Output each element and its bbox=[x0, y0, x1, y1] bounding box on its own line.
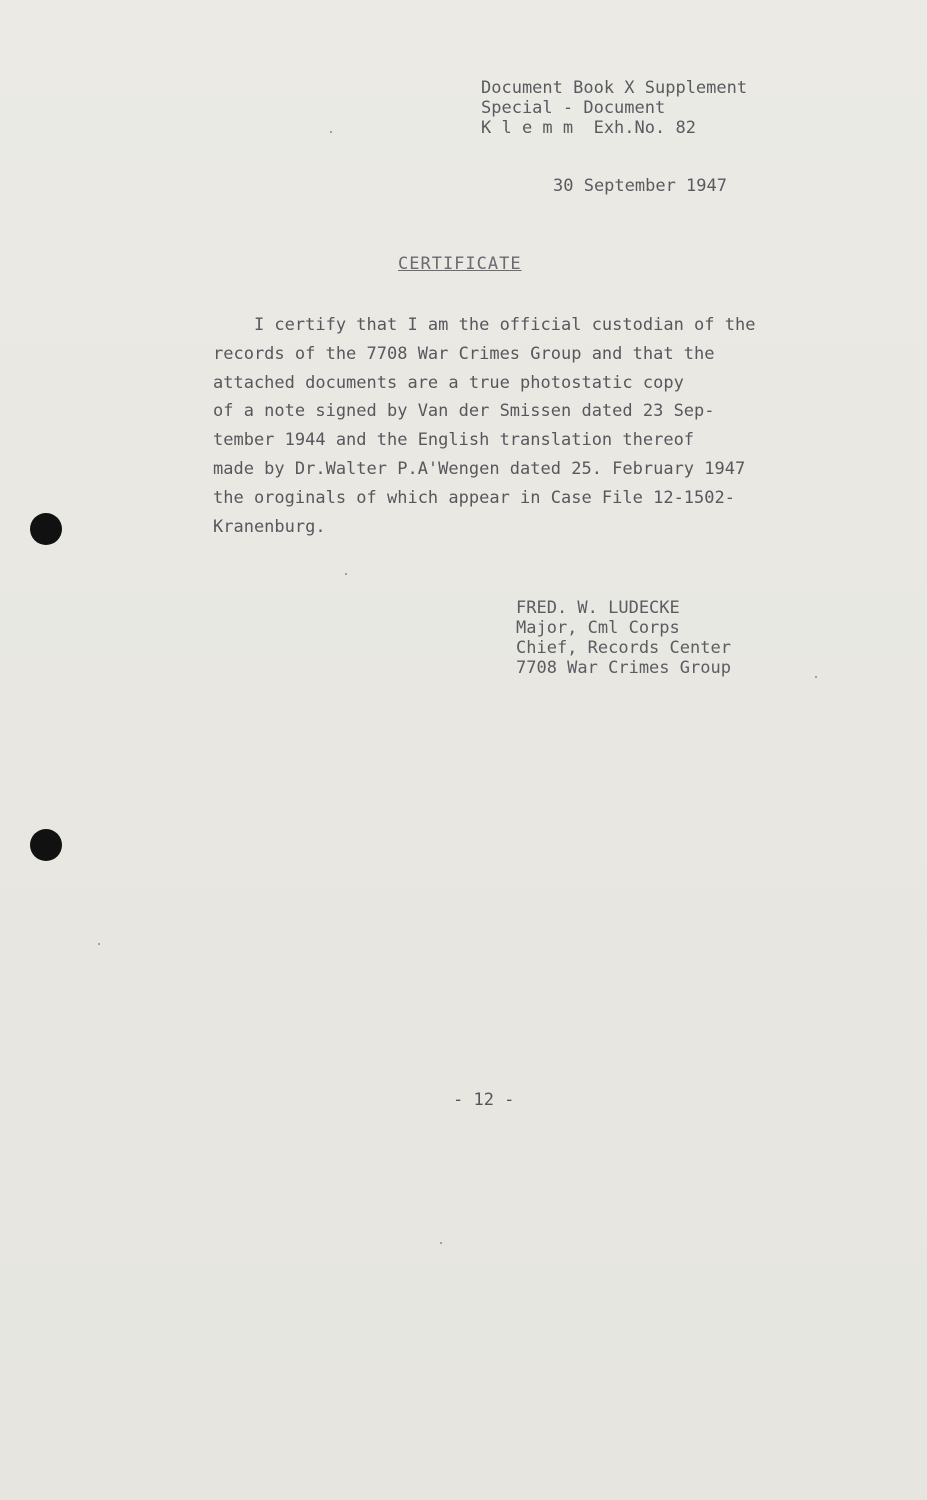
body-line: records of the 7708 War Crimes Group and that the bbox=[213, 343, 715, 364]
body-line: made by Dr.Walter P.A'Wengen dated 25. February 1947 bbox=[213, 458, 746, 479]
paper-speck bbox=[345, 573, 347, 575]
document-special-line: Special - Document bbox=[481, 98, 666, 118]
body-line: tember 1944 and the English translation thereof bbox=[213, 430, 695, 451]
body-line: of a note signed by Van der Smissen dated 23 Sep- bbox=[213, 401, 715, 422]
signer-rank: Major, Cml Corps bbox=[516, 618, 680, 638]
document-reference bbox=[481, 78, 747, 138]
paper-speck bbox=[440, 1242, 442, 1244]
certificate-body bbox=[213, 311, 755, 541]
certificate-title: CERTIFICATE bbox=[398, 254, 522, 274]
paper-speck bbox=[815, 676, 817, 678]
body-line: Kranenburg. bbox=[213, 516, 326, 537]
body-line: attached documents are a true photostatic copy bbox=[213, 372, 684, 393]
paper-speck bbox=[98, 943, 100, 945]
punch-hole-bottom bbox=[30, 829, 62, 861]
signer-name: FRED. W. LUDECKE bbox=[516, 598, 680, 618]
punch-hole-top bbox=[30, 513, 62, 545]
body-line: I certify that I am the official custodian of the bbox=[213, 315, 756, 335]
body-line: the oroginals of which appear in Case File 12-1502- bbox=[213, 487, 735, 508]
paper-speck bbox=[330, 131, 332, 133]
signer-unit: 7708 War Crimes Group bbox=[516, 658, 731, 678]
document-book-line: Document Book X Supplement bbox=[481, 78, 748, 98]
signer-position: Chief, Records Center bbox=[516, 638, 731, 658]
page-number: - 12 - bbox=[453, 1090, 515, 1110]
document-date: 30 September 1947 bbox=[553, 176, 727, 196]
exhibit-number-line: K l e m m Exh.No. 82 bbox=[481, 118, 696, 138]
signature-block bbox=[516, 598, 731, 678]
